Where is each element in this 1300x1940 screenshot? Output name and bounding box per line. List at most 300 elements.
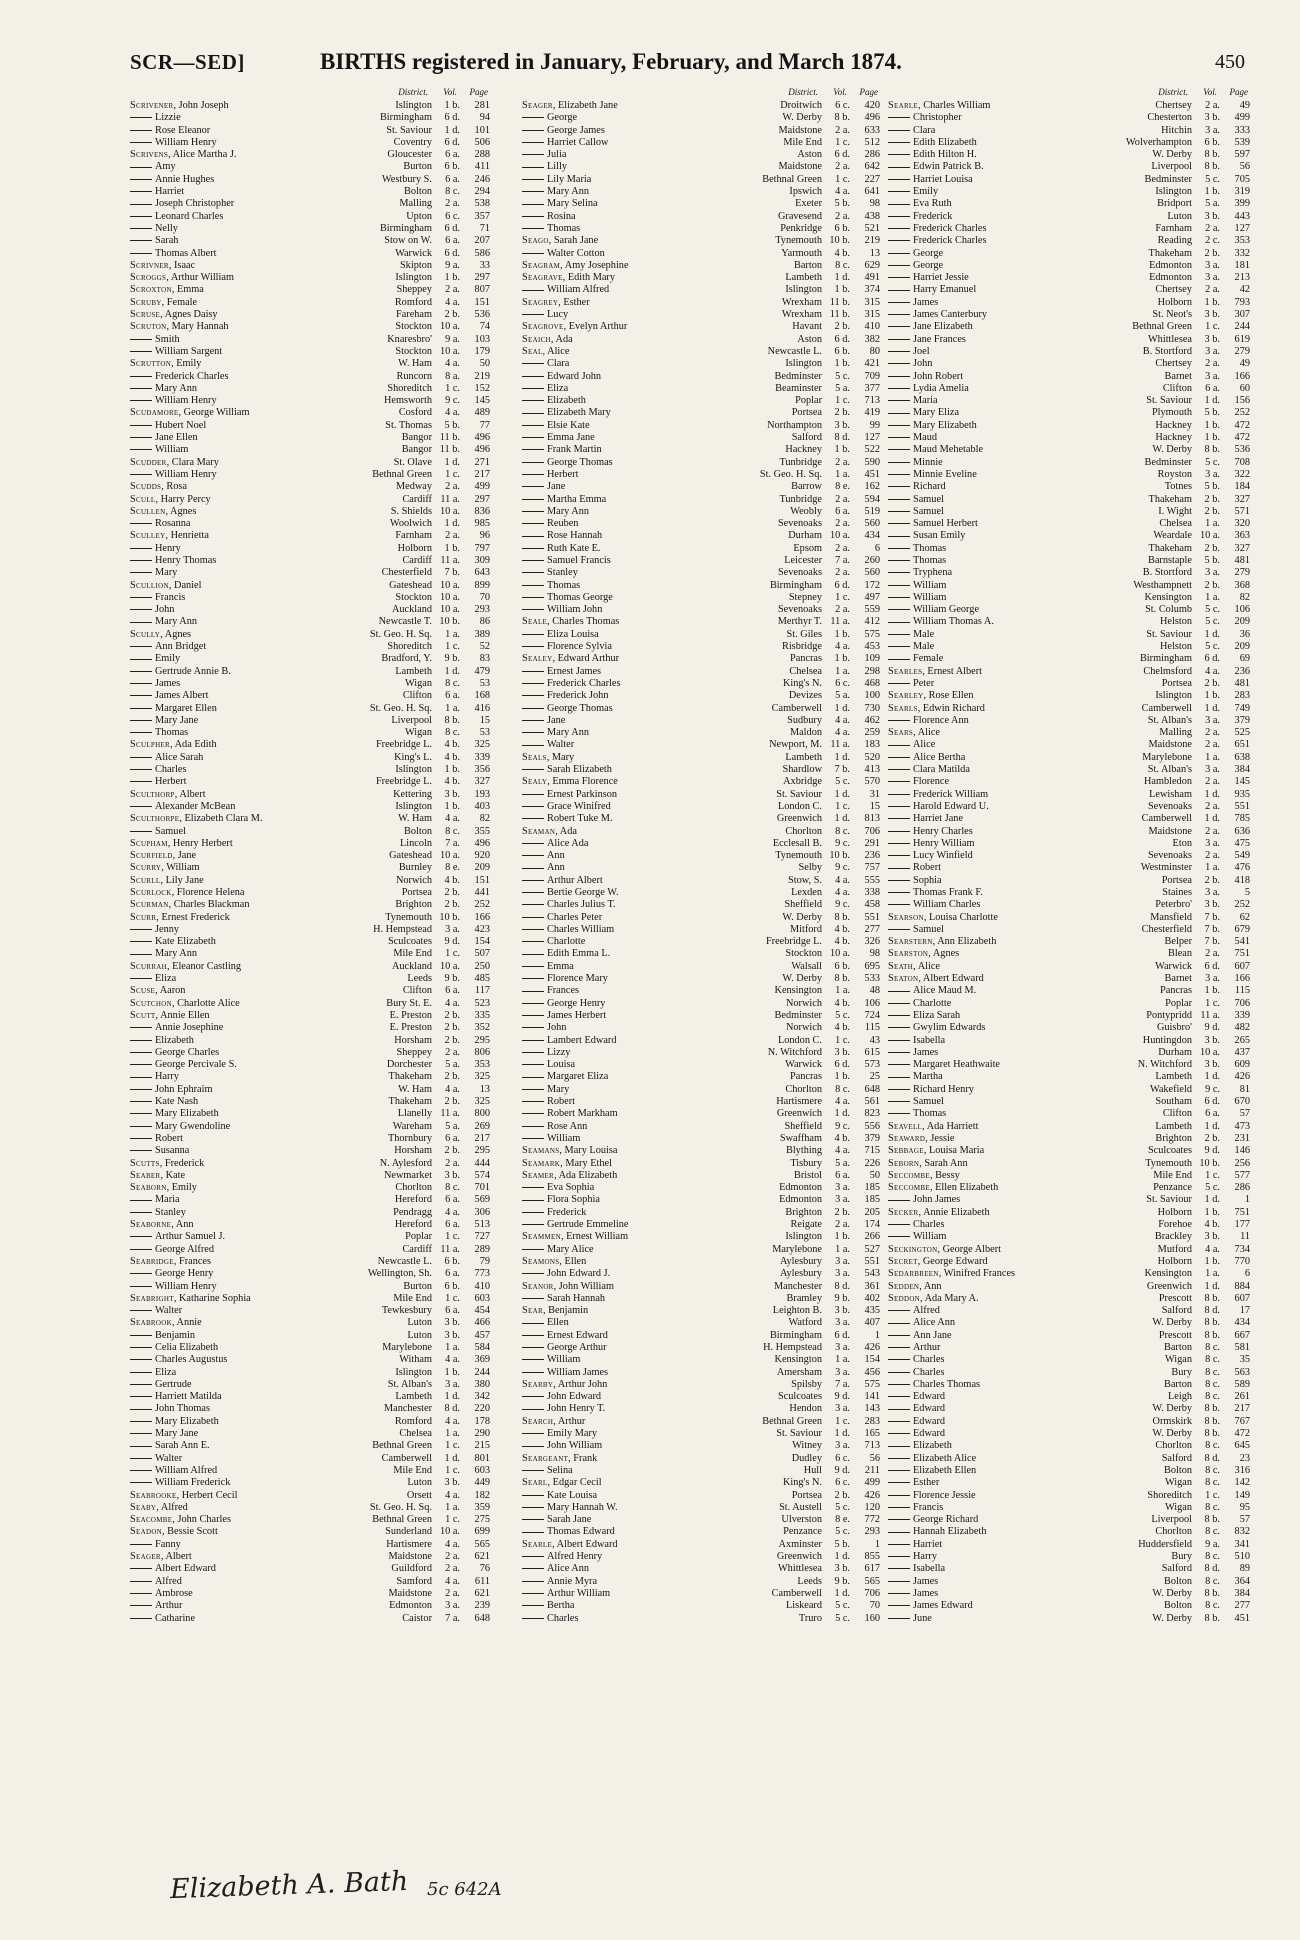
entry-page: 49 <box>1239 358 1250 370</box>
ditto-dash <box>522 1618 544 1619</box>
entry-volume: 2 a. <box>1205 948 1220 960</box>
entry-volume: 8 e. <box>445 862 460 874</box>
entry-name: Charlotte <box>888 998 1156 1010</box>
register-entry <box>888 1330 1250 1342</box>
register-entry <box>888 666 1250 678</box>
ditto-dash <box>522 216 544 217</box>
ditto-dash <box>130 1396 152 1397</box>
ditto-dash <box>888 560 910 561</box>
register-entry <box>522 899 880 911</box>
entry-volume: 4 a. <box>445 1083 460 1095</box>
ditto-dash <box>888 1384 910 1385</box>
entry-name: Mary Ann <box>522 186 786 198</box>
entry-name: Scrivner, Isaac <box>130 260 396 272</box>
ditto-dash <box>522 1446 544 1447</box>
entry-district: Maidstone <box>388 1587 432 1599</box>
entry-volume: 8 d. <box>1204 1305 1220 1317</box>
entry-page: 443 <box>1234 210 1250 222</box>
entry-volume: 9 d. <box>834 1464 850 1476</box>
register-entry <box>888 1108 1250 1120</box>
surname: Secker <box>888 1206 919 1218</box>
register-entry <box>522 321 880 333</box>
section-range: SCR—SED] <box>130 50 245 74</box>
entry-district: Wakefield <box>1149 1083 1192 1095</box>
register-entry <box>888 1084 1250 1096</box>
ditto-dash <box>130 978 152 979</box>
entry-name: Seccombe, Ellen Elizabeth <box>888 1182 1156 1194</box>
entry-volume: 2 b. <box>444 887 460 898</box>
register-entry <box>522 875 880 887</box>
entry-page: 770 <box>1234 1255 1250 1267</box>
entry-volume: 1 a. <box>445 628 460 640</box>
ditto-dash <box>522 634 544 635</box>
ditto-dash <box>888 1236 910 1237</box>
entry-page: 444 <box>474 1157 490 1169</box>
entry-name: Charles <box>130 764 396 776</box>
entry-volume: 7 a. <box>835 554 850 566</box>
entry-district: St. Neot's <box>1152 309 1192 321</box>
entry-volume: 8 c. <box>1205 1354 1220 1366</box>
surname: Sears <box>888 727 914 739</box>
entry-name: Kate Nash <box>130 1096 396 1108</box>
entry-district: Chertsey <box>1155 100 1192 111</box>
entry-volume: 1 c. <box>835 1415 850 1427</box>
surname: Scurrah <box>130 960 167 972</box>
entry-name: Lucy <box>522 309 786 321</box>
entry-name: Secker, Annie Elizabeth <box>888 1207 1156 1219</box>
entry-volume: 6 c. <box>835 100 850 111</box>
entry-name: Robert <box>888 862 1156 874</box>
surname: Seaber <box>130 1169 161 1181</box>
register-entry <box>888 1096 1250 1108</box>
entry-page: 95 <box>1239 1501 1250 1513</box>
register-entry <box>522 961 880 973</box>
entry-name: George Charles <box>130 1047 396 1059</box>
surname: Searstern <box>888 936 933 948</box>
entry-name: Arthur Samuel J. <box>130 1231 396 1243</box>
entry-district: Lambeth <box>785 272 822 284</box>
entry-volume: 11 b. <box>829 296 850 308</box>
entry-page: 120 <box>864 1501 880 1513</box>
surname: Searle <box>522 1538 553 1550</box>
entry-district: Watford <box>788 1317 822 1329</box>
entry-volume: 8 c. <box>1205 1501 1220 1513</box>
entry-volume: 2 a. <box>1205 358 1220 370</box>
entry-page: 499 <box>474 481 490 493</box>
ditto-dash <box>130 831 152 832</box>
entry-name: Seaman, Ada <box>522 826 786 838</box>
ditto-dash <box>522 290 544 291</box>
entry-name: Scurrah, Eleanor Castling <box>130 961 396 973</box>
register-entry <box>130 1490 490 1502</box>
surname: Seagrave <box>522 272 563 284</box>
entry-volume: 3 a. <box>835 1341 850 1353</box>
ditto-dash <box>888 1372 910 1373</box>
entry-district: Marylebone <box>1142 751 1192 763</box>
entry-name: Thomas George <box>522 592 786 604</box>
entry-district: Bethnal Green <box>372 1440 432 1452</box>
entry-district: W. Derby <box>1152 149 1192 161</box>
entry-name: Catharine <box>130 1613 396 1625</box>
entry-district: Mile End <box>393 1464 432 1476</box>
entry-volume: 3 a. <box>1205 272 1220 284</box>
register-entry <box>130 616 490 628</box>
ditto-dash <box>888 388 910 389</box>
surname: Scurr <box>130 911 157 923</box>
entry-page: 86 <box>479 616 490 628</box>
surname: Scurry <box>130 862 162 874</box>
ditto-dash <box>522 745 544 746</box>
ditto-dash <box>522 991 544 992</box>
entry-name: Maria <box>130 1194 396 1206</box>
entry-volume: 10 a. <box>439 505 460 517</box>
ditto-dash <box>888 806 910 807</box>
entry-name: Rosanna <box>130 518 396 530</box>
entry-district: Wellington, Sh. <box>367 1268 432 1280</box>
register-entry <box>888 1059 1250 1071</box>
entry-district: Shoreditch <box>1147 1489 1192 1501</box>
ditto-dash <box>522 314 544 315</box>
entry-volume: 8 c. <box>1205 1341 1220 1353</box>
entry-district: St. Alban's <box>1147 714 1192 726</box>
entry-district: Portsea <box>401 887 432 898</box>
entry-district: Devizes <box>788 690 822 702</box>
entry-name: Florence Jessie <box>888 1490 1156 1502</box>
entry-district: Birmingham <box>379 112 432 124</box>
ditto-dash <box>130 720 152 721</box>
entry-name: Emily <box>130 653 396 665</box>
register-entry <box>130 629 490 641</box>
surname: Seager <box>130 1551 161 1563</box>
entry-page: 290 <box>474 1428 490 1440</box>
entry-district: Caistor <box>402 1612 432 1624</box>
entry-page: 15 <box>479 714 490 726</box>
register-entry <box>888 1440 1250 1452</box>
entry-district: Bethnal Green <box>372 1514 432 1526</box>
entry-district: Ipswich <box>789 186 822 198</box>
entry-page: 293 <box>474 604 490 616</box>
entry-page: 513 <box>474 1219 490 1231</box>
surname: Seanor <box>522 1280 554 1292</box>
entry-name: James Albert <box>130 690 396 702</box>
ditto-dash <box>130 1335 152 1336</box>
register-entry <box>130 1096 490 1108</box>
entry-name: George <box>522 112 786 124</box>
entry-volume: 2 a. <box>1205 850 1220 862</box>
entry-page: 1 <box>1244 1194 1250 1206</box>
entry-name: Joseph Christopher <box>130 198 396 210</box>
entry-page: 99 <box>869 419 880 431</box>
entry-volume: 1 d. <box>834 1587 850 1599</box>
entry-name: Mary <box>522 1084 786 1096</box>
entry-page: 149 <box>1234 1489 1250 1501</box>
ditto-dash <box>888 757 910 758</box>
entry-page: 813 <box>864 813 880 825</box>
entry-volume: 8 c. <box>1205 1526 1220 1538</box>
page-number: 450 <box>1215 51 1245 73</box>
entry-page: 71 <box>479 222 490 234</box>
surname: Sculley <box>130 530 166 542</box>
entry-page: 332 <box>1234 247 1250 259</box>
register-entry <box>888 161 1250 173</box>
ditto-dash <box>522 954 544 955</box>
entry-volume: 4 b. <box>444 776 460 788</box>
entry-district: Aston <box>797 149 822 161</box>
entry-name: William Henry <box>130 395 396 407</box>
ditto-dash <box>130 572 152 573</box>
entry-page: 279 <box>1234 567 1250 579</box>
entry-page: 573 <box>864 1059 880 1071</box>
entry-page: 69 <box>1239 653 1250 665</box>
register-entry <box>888 1367 1250 1379</box>
entry-page: 356 <box>474 764 490 776</box>
entry-district: Bury St. E. <box>386 997 432 1009</box>
register-entry <box>888 1588 1250 1600</box>
entry-district: Upton <box>406 210 432 222</box>
ditto-dash <box>130 683 152 684</box>
register-entry <box>888 616 1250 628</box>
entry-volume: 1 b. <box>444 764 460 776</box>
entry-district: W. Derby <box>1152 1428 1192 1440</box>
register-entry <box>130 494 490 506</box>
entry-volume: 8 b. <box>1204 1403 1220 1415</box>
entry-page: 374 <box>864 284 880 296</box>
entry-name: George Percivale S. <box>130 1059 396 1071</box>
entry-page: 152 <box>474 382 490 394</box>
entry-district: Islington <box>785 358 822 370</box>
register-entry <box>130 727 490 739</box>
entry-district: Poplar <box>405 1231 432 1243</box>
entry-district: Gravesend <box>777 210 822 222</box>
entry-name: George James <box>522 125 786 137</box>
entry-page: 83 <box>479 653 490 665</box>
entry-district: Barnet <box>1164 973 1192 985</box>
entry-name: John William <box>522 1440 786 1452</box>
entry-district: Wigan <box>404 727 432 739</box>
entry-district: Lewisham <box>1149 788 1192 800</box>
entry-volume: 6 d. <box>444 136 460 148</box>
entry-name: Sarah Hannah <box>522 1293 786 1305</box>
entry-district: Llanelly <box>397 1108 432 1120</box>
entry-name: Frederick <box>522 1207 786 1219</box>
entry-district: Liverpool <box>391 714 432 726</box>
entry-district: St. Saviour <box>1146 1194 1192 1206</box>
ditto-dash <box>130 216 152 217</box>
entry-district: W. Derby <box>1152 1612 1192 1624</box>
register-entry <box>888 321 1250 333</box>
register-entry <box>888 1613 1250 1625</box>
entry-name: Edward John <box>522 371 786 383</box>
ditto-dash <box>130 1605 152 1606</box>
entry-district: Kensington <box>774 1354 822 1366</box>
register-entry <box>130 1576 490 1588</box>
entry-page: 211 <box>864 1464 880 1476</box>
entry-volume: 5 a. <box>835 382 850 394</box>
entry-page: 636 <box>1234 825 1250 837</box>
entry-volume: 1 b. <box>834 628 850 640</box>
entry-volume: 6 a. <box>445 1305 460 1317</box>
ditto-dash <box>522 941 544 942</box>
ditto-dash <box>522 1040 544 1041</box>
entry-volume: 1 c. <box>445 1440 460 1452</box>
entry-district: Bedminster <box>774 370 822 382</box>
register-entry <box>130 125 490 137</box>
entry-name: Thomas <box>888 1108 1156 1120</box>
entry-volume: 2 a. <box>835 210 850 222</box>
entry-name: Thomas Edward <box>522 1526 786 1538</box>
entry-district: Shoreditch <box>387 641 432 653</box>
register-entry <box>522 1526 880 1538</box>
entry-district: Warwick <box>395 247 432 259</box>
entry-page: 209 <box>1234 641 1250 653</box>
register-entry <box>522 1428 880 1440</box>
ditto-dash <box>130 646 152 647</box>
entry-name: Scullion, Daniel <box>130 580 396 592</box>
ditto-dash <box>130 757 152 758</box>
entry-name: Seaborn, Emily <box>130 1182 396 1194</box>
ditto-dash <box>130 167 152 168</box>
entry-name: James <box>888 1576 1156 1588</box>
entry-page: 806 <box>474 1046 490 1058</box>
entry-district: Burnley <box>398 862 432 874</box>
ditto-dash <box>522 548 544 549</box>
register-entry <box>888 1182 1250 1194</box>
ditto-dash <box>522 572 544 573</box>
register-entry <box>130 862 490 874</box>
register-entry <box>522 1244 880 1256</box>
ditto-dash <box>522 609 544 610</box>
entry-page: 899 <box>474 579 490 591</box>
register-entry <box>130 530 490 542</box>
entry-page: 355 <box>474 825 490 837</box>
entry-volume: 10 a. <box>829 530 850 542</box>
ditto-dash <box>888 228 910 229</box>
register-entry <box>130 1453 490 1465</box>
entry-volume: 9 c. <box>835 899 850 911</box>
entry-page: 454 <box>474 1305 490 1317</box>
ditto-dash <box>522 117 544 118</box>
ditto-dash <box>522 1052 544 1053</box>
entry-district: Beaminster <box>775 382 822 394</box>
entry-district: Tynemouth <box>775 235 822 247</box>
entry-volume: 5 a. <box>835 1157 850 1169</box>
register-entry <box>522 838 880 850</box>
ditto-dash <box>130 1249 152 1250</box>
surname: Sear <box>522 1305 543 1317</box>
surname: Seabrooke <box>130 1489 177 1501</box>
entry-page: 379 <box>864 1132 880 1144</box>
entry-page: 410 <box>864 321 880 333</box>
entry-page: 380 <box>474 1378 490 1390</box>
surname: Searles <box>888 665 923 677</box>
register-entry <box>522 752 880 764</box>
entry-page: 42 <box>1239 284 1250 296</box>
register-entry <box>130 1465 490 1477</box>
ditto-dash <box>888 1396 910 1397</box>
entry-name: Ernest James <box>522 666 786 678</box>
entry-volume: 1 c. <box>835 1034 850 1046</box>
entry-volume: 6 c. <box>835 1477 850 1489</box>
entry-page: 565 <box>474 1538 490 1550</box>
entry-volume: 8 b. <box>444 714 460 726</box>
surname: Seago <box>522 235 549 247</box>
entry-page: 466 <box>474 1317 490 1329</box>
entry-district: N. Witchford <box>767 1046 822 1058</box>
entry-name: Mary Ann <box>522 506 786 518</box>
entry-name: Sculley, Henrietta <box>130 530 396 542</box>
entry-page: 855 <box>864 1551 880 1563</box>
entry-district: Salford <box>1161 1563 1192 1575</box>
register-entry <box>522 641 880 653</box>
entry-district: B. Stortford <box>1142 345 1192 357</box>
ditto-dash <box>888 1446 910 1447</box>
entry-page: 283 <box>1234 690 1250 702</box>
entry-name: Walter <box>130 1453 396 1465</box>
entry-district: Hereford <box>394 1219 432 1231</box>
entry-volume: 2 b. <box>444 1009 460 1021</box>
ditto-dash <box>888 376 910 377</box>
entry-page: 611 <box>474 1575 490 1587</box>
entry-volume: 1 a. <box>1205 751 1220 763</box>
entry-volume: 10 a. <box>439 591 460 603</box>
ditto-dash <box>888 855 910 856</box>
entry-name: Gertrude Emmeline <box>522 1219 786 1231</box>
register-entry <box>130 223 490 235</box>
entry-page: 384 <box>1234 1587 1250 1599</box>
entry-district: Wolverhampton <box>1125 136 1192 148</box>
entry-district: Penzance <box>783 1526 822 1538</box>
ditto-dash <box>130 130 152 131</box>
entry-district: Plymouth <box>1151 407 1192 419</box>
entry-volume: 11 a. <box>440 1243 460 1255</box>
ditto-dash <box>130 253 152 254</box>
entry-page: 142 <box>1234 1477 1250 1489</box>
entry-volume: 1 d. <box>1204 395 1220 407</box>
entry-page: 411 <box>474 161 490 173</box>
entry-page: 322 <box>1234 468 1250 480</box>
entry-district: Warwick <box>785 1059 822 1071</box>
surname: Searle <box>888 100 919 111</box>
entry-name: Thomas Albert <box>130 248 396 260</box>
entry-district: Newmarket <box>383 1169 432 1181</box>
entry-page: 325 <box>474 1096 490 1108</box>
entry-district: Bristol <box>793 1169 822 1181</box>
entry-district: St. Alban's <box>1147 764 1192 776</box>
entry-name: Sophia <box>888 875 1156 887</box>
entry-district: Bethnal Green <box>762 1415 822 1427</box>
register-entry <box>888 899 1250 911</box>
register-entry <box>130 1194 490 1206</box>
ditto-dash <box>130 449 152 450</box>
entry-name: Alice Maud M. <box>888 985 1156 997</box>
entry-volume: 1 d. <box>834 1108 850 1120</box>
entry-volume: 6 a. <box>1205 1108 1220 1120</box>
entry-volume: 2 b. <box>834 321 850 333</box>
ditto-dash <box>130 1568 152 1569</box>
entry-volume: 1 b. <box>834 1231 850 1243</box>
entry-volume: 5 b. <box>1204 481 1220 493</box>
entry-volume: 11 a. <box>440 493 460 505</box>
entry-name: Robert Markham <box>522 1108 786 1120</box>
entry-district: Sevenoaks <box>1147 850 1192 862</box>
register-entry <box>130 1342 490 1354</box>
register-entry <box>130 1539 490 1551</box>
register-entry <box>888 1600 1250 1612</box>
entry-page: 536 <box>474 309 490 321</box>
entry-page: 807 <box>474 284 490 296</box>
entry-volume: 5 a. <box>445 1059 460 1071</box>
entry-name: Louisa <box>522 1059 786 1071</box>
